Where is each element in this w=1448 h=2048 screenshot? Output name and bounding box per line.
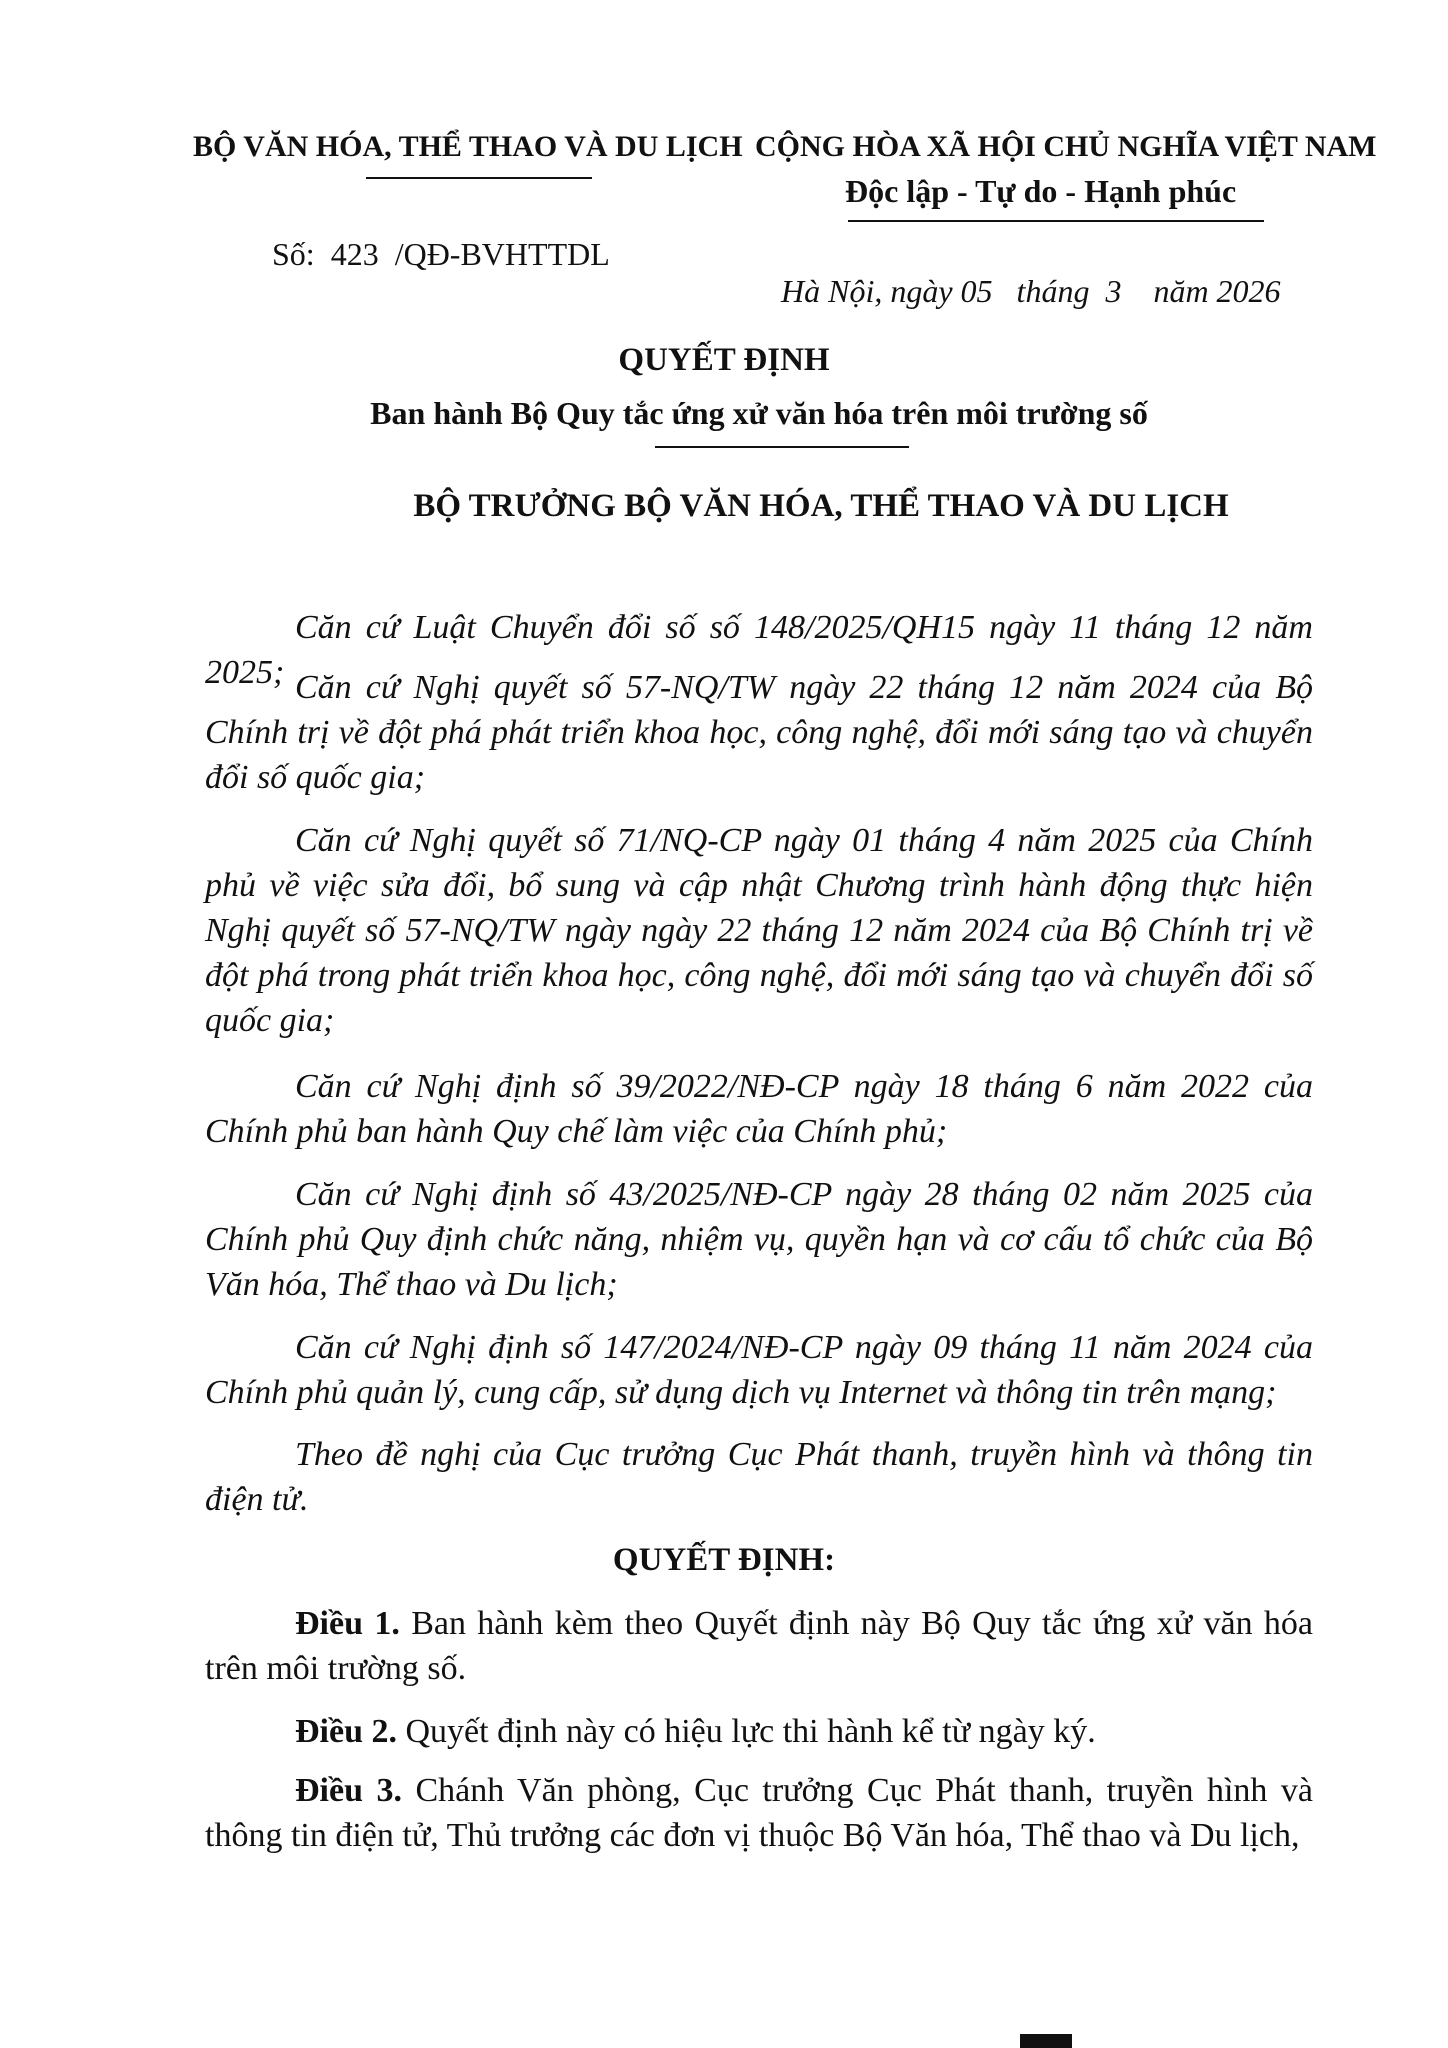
proposal-basis: Theo đề nghị của Cục trưởng Cục Phát thanh, truyền hình và thông tin điện tử. [205,1436,1313,1518]
legal-basis-1: Căn cứ Luật Chuyển đổi số số 148/2025/QH15 ngày 11 tháng 12 năm 2025; [205,609,1313,691]
legal-basis-6: Căn cứ Nghị định số 147/2024/NĐ-CP ngày 09 tháng 11 năm 2024 của Chính phủ quản lý, cung cấp, sử dụng dịch vụ Internet và thông tin trên mạng; [205,1329,1313,1411]
motto-underline [848,220,1264,222]
decision-heading: QUYẾT ĐỊNH: [612,1542,836,1578]
ministry-underline [366,177,592,179]
document-number: Số: 423 /QĐ-BVHTTDL [272,236,610,272]
article-2-label: Điều 2. [295,1713,397,1750]
legal-basis-2: Căn cứ Nghị quyết số 57-NQ/TW ngày 22 tháng 12 năm 2024 của Bộ Chính trị về đột phá phát triển khoa học, công nghệ, đổi mới sáng tạo và chuyển đổi số quốc gia; [205,669,1313,796]
article-2-text: Quyết định này có hiệu lực thi hành kể từ ngày ký. [405,1713,1096,1750]
subject-underline [655,446,909,448]
ministry-name: BỘ VĂN HÓA, THỂ THAO VÀ DU LỊCH [193,130,743,163]
legal-basis-4: Căn cứ Nghị định số 39/2022/NĐ-CP ngày 18 tháng 6 năm 2022 của Chính phủ ban hành Quy chế làm việc của Chính phủ; [205,1068,1313,1150]
article-1-label: Điều 1. [295,1605,400,1642]
legal-basis-5: Căn cứ Nghị định số 43/2025/NĐ-CP ngày 28 tháng 02 năm 2025 của Chính phủ Quy định chức năng, nhiệm vụ, quyền hạn và cơ cấu tổ chức của Bộ Văn hóa, Thể thao và Du lịch; [205,1176,1313,1303]
article-1-text: Ban hành kèm theo Quyết định này Bộ Quy tắc ứng xử văn hóa trên môi trường số. [205,1605,1314,1687]
document-type-title: QUYẾT ĐỊNH [618,342,830,378]
national-motto: Độc lập - Tự do - Hạnh phúc [845,173,1237,209]
place-and-date: Hà Nội, ngày 05 tháng 3 năm 2026 [781,273,1281,309]
page-edge-mark [1020,2034,1072,2048]
article-3-label: Điều 3. [295,1772,402,1809]
article-3 [205,1768,1313,1858]
article-3-text: Chánh Văn phòng, Cục trưởng Cục Phát thanh, truyền hình và thông tin điện tử, Thủ trưởng các đơn vị thuộc Bộ Văn hóa, Thể thao và Du lịch, [205,1772,1313,1854]
article-1 [205,1601,1313,1691]
issuing-authority: BỘ TRƯỞNG BỘ VĂN HÓA, THỂ THAO VÀ DU LỊCH [413,488,1229,524]
legal-basis-3: Căn cứ Nghị quyết số 71/NQ-CP ngày 01 tháng 4 năm 2025 của Chính phủ về việc sửa đổi, bổ sung và cập nhật Chương trình hành động thực hiện Nghị quyết số 57-NQ/TW ngày ngày 22 tháng 12 năm 2024 của Bộ Chính trị về đột phá trong phát triển khoa học, công nghệ, đổi mới sáng tạo và chuyển đổi số quốc gia; [205,822,1313,1039]
republic-name: CỘNG HÒA XÃ HỘI CHỦ NGHĨA VIỆT NAM [755,130,1377,163]
article-2 [205,1709,1313,1754]
decision-subject: Ban hành Bộ Quy tắc ứng xử văn hóa trên môi trường số [370,395,1148,431]
